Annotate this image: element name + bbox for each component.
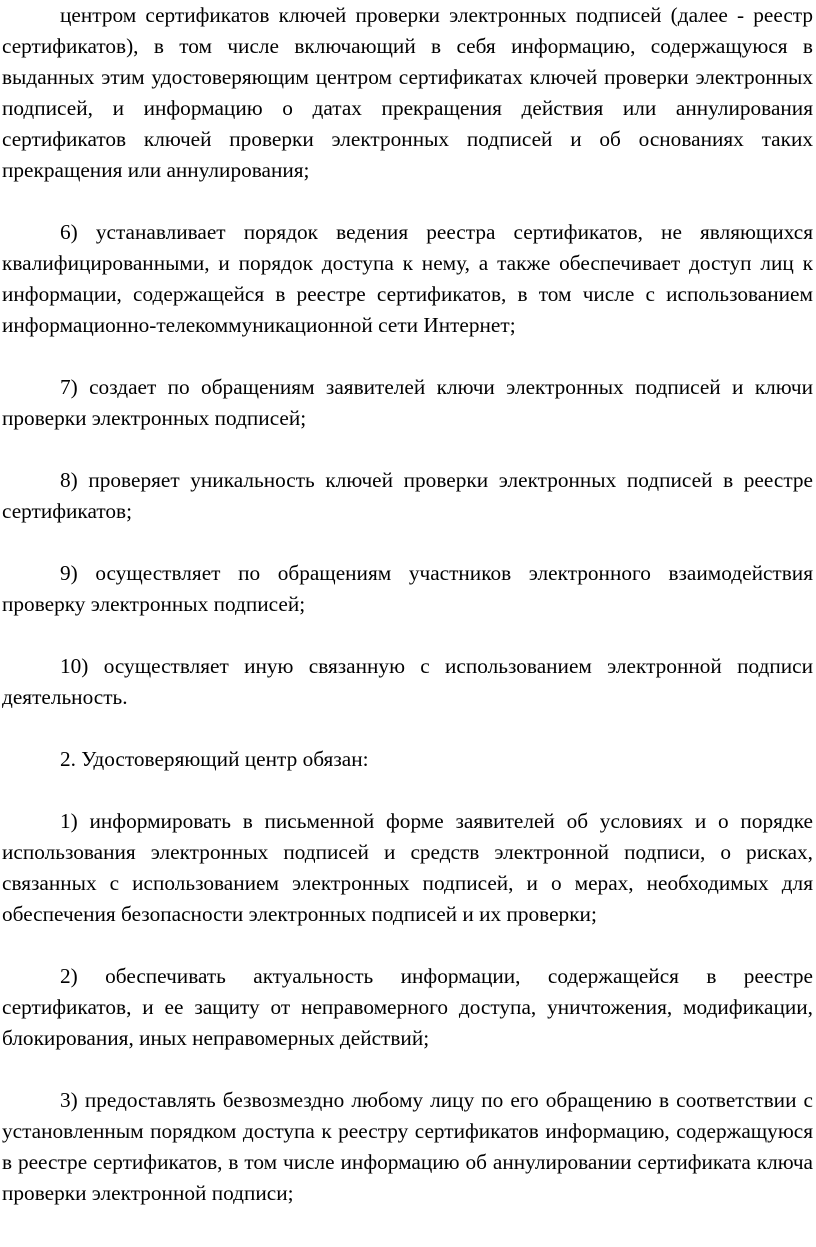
section-heading-2: 2. Удостоверяющий центр обязан: bbox=[60, 747, 369, 771]
paragraph-duty-2: 2) обеспечивать актуальность информации, содержащейся в реестре сертификатов, и ее защиту от неправомерного доступа, уничтожения, модификации, блокирования, иных неправомерных действий; bbox=[2, 964, 813, 1050]
paragraph-item-10: 10) осуществляет иную связанную с использованием электронной подписи деятельность. bbox=[2, 654, 813, 709]
paragraph-item-6: 6) устанавливает порядок ведения реестра сертификатов, не являющихся квалифицированными, и порядок доступа к нему, а также обеспечивает доступ лиц к информации, содержащейся в реестре сертификатов, в том числе с использованием информационно-телекоммуникационной сети Интернет; bbox=[2, 220, 813, 337]
paragraph-item-9: 9) осуществляет по обращениям участников электронного взаимодействия проверку электронных подписей; bbox=[2, 561, 813, 616]
paragraph-continuation: центром сертификатов ключей проверки электронных подписей (далее - реестр сертификатов), в том числе включающий в себя информацию, содержащуюся в выданных этим удостоверяющим центром сертификатах ключей проверки электронных подписей, и информацию о датах прекращения действия или аннулирования сертификатов ключей проверки электронных подписей и об основаниях таких прекращения или аннулирования; bbox=[2, 3, 813, 182]
paragraph-item-7: 7) создает по обращениям заявителей ключи электронных подписей и ключи проверки электронных подписей; bbox=[2, 375, 813, 430]
paragraph-duty-3: 3) предоставлять безвозмездно любому лицу по его обращению в соответствии с установленным порядком доступа к реестру сертификатов информацию, содержащуюся в реестре сертификатов, в том числе информацию об аннулировании сертификата ключа проверки электронной подписи; bbox=[2, 1088, 813, 1205]
paragraph-duty-1: 1) информировать в письменной форме заявителей об условиях и о порядке использования электронных подписей и средств электронной подписи, о рисках, связанных с использованием электронных подписей, и о мерах, необходимых для обеспечения безопасности электронных подписей и их проверки; bbox=[2, 809, 813, 926]
paragraph-item-8: 8) проверяет уникальность ключей проверки электронных подписей в реестре сертификатов; bbox=[2, 468, 813, 523]
